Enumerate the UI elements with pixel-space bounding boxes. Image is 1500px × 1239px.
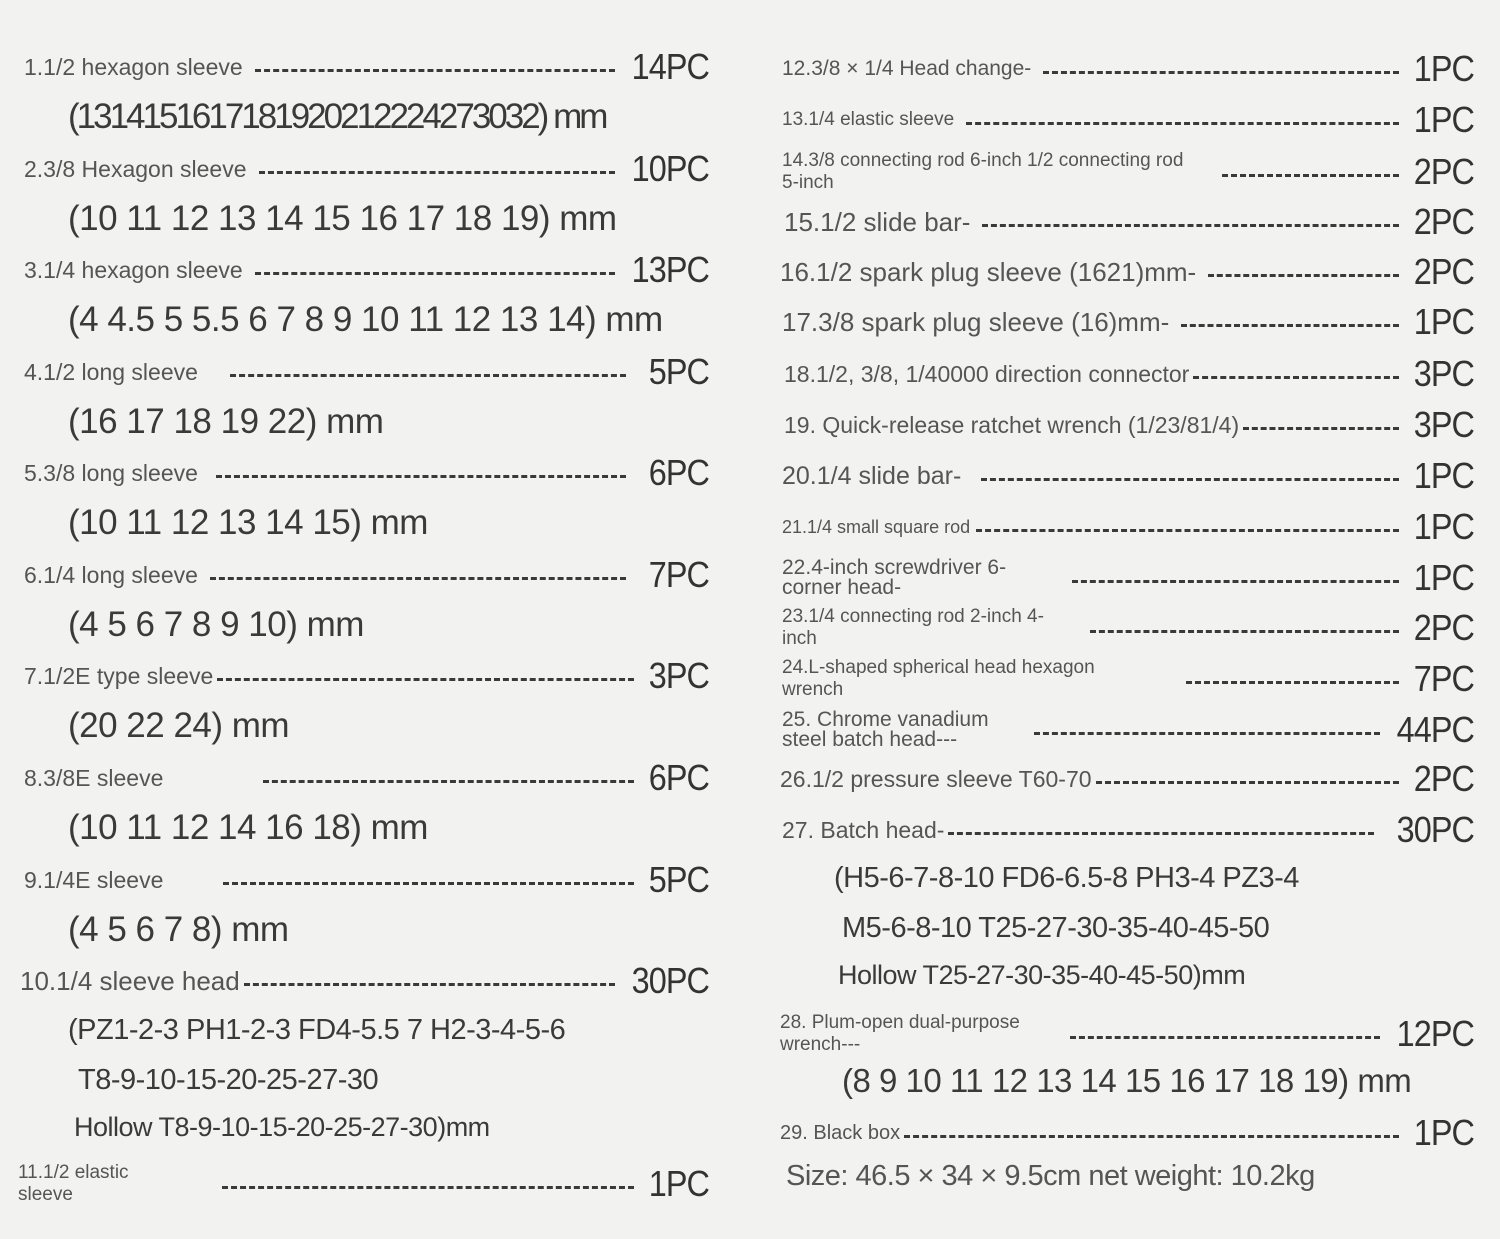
list-item	[24, 756, 709, 800]
item-quantity: 3PC	[1413, 404, 1474, 445]
leader-line	[223, 882, 634, 885]
size-list: (20 22 24) mm	[68, 706, 290, 745]
item-quantity: 7PC	[648, 554, 709, 595]
leader-line	[982, 224, 1399, 227]
list-item	[24, 451, 709, 495]
item-label: 15.1/2 slide bar-	[784, 206, 971, 237]
leader-line	[904, 1135, 1399, 1138]
item-quantity: 12PC	[1396, 1013, 1474, 1054]
list-item	[780, 1111, 1474, 1155]
item-label: 8.3/8E sleeve	[24, 764, 164, 791]
leader-line	[1222, 174, 1399, 177]
size-list: (10 11 12 13 14 15) mm	[68, 503, 428, 542]
size-list: (H5-6-7-8-10 FD6-6.5-8 PH3-4 PZ3-4	[834, 862, 1299, 894]
leader-line	[217, 678, 634, 681]
leader-line	[948, 832, 1374, 835]
list-item	[782, 604, 1474, 652]
item-label: 12.3/8 × 1/4 Head change-	[782, 57, 1032, 80]
item-label: 1.1/2 hexagon sleeve	[24, 53, 243, 80]
item-quantity: 6PC	[648, 452, 709, 493]
item-quantity: 30PC	[631, 960, 709, 1001]
size-list: (4 5 6 7 8 9 10) mm	[68, 605, 364, 644]
item-label: 28. Plum-open dual-purpose wrench---	[780, 1012, 1020, 1055]
leader-line	[976, 529, 1399, 532]
item-label: 7.1/2E type sleeve	[24, 662, 214, 689]
item-quantity: 1PC	[1413, 99, 1474, 140]
leader-line	[1096, 781, 1399, 784]
item-label: 22.4-inch screwdriver 6-corner head-	[782, 556, 1007, 599]
size-list: (4 5 6 7 8) mm	[68, 910, 289, 949]
item-label: 19. Quick-release ratchet wrench (1/23/81/4)	[784, 411, 1240, 438]
list-item	[780, 757, 1474, 801]
item-quantity: 1PC	[1413, 301, 1474, 342]
list-item	[782, 505, 1474, 549]
leader-line	[1181, 324, 1399, 327]
item-quantity: 1PC	[648, 1163, 709, 1204]
package-size-note: Size: 46.5 × 34 × 9.5cm net weight: 10.2kg	[786, 1160, 1315, 1192]
list-item	[782, 655, 1474, 703]
item-label: 24.L-shaped spherical head hexagon wrench	[782, 657, 1095, 700]
item-quantity: 30PC	[1396, 809, 1474, 850]
item-quantity: 7PC	[1413, 658, 1474, 699]
item-label: 14.3/8 connecting rod 6-inch 1/2 connecting rod 5-inch	[782, 150, 1184, 193]
item-label: 10.1/4 sleeve head	[20, 965, 240, 996]
list-item	[782, 808, 1474, 852]
list-item	[782, 454, 1474, 498]
size-list: (PZ1-2-3 PH1-2-3 FD4-5.5 7 H2-3-4-5-6	[68, 1014, 566, 1046]
item-label: 16.1/2 spark plug sleeve (1621)mm-	[780, 256, 1197, 287]
list-item	[782, 98, 1474, 142]
item-quantity: 3PC	[648, 655, 709, 696]
leader-line	[981, 478, 1399, 481]
item-label: 11.1/2 elastic sleeve	[18, 1162, 129, 1205]
item-quantity: 14PC	[631, 46, 709, 87]
list-item	[782, 554, 1474, 602]
size-list: M5-6-8-10 T25-27-30-35-40-45-50	[842, 912, 1270, 944]
list-item	[24, 858, 709, 902]
leader-line	[1193, 376, 1399, 379]
list-item	[784, 200, 1474, 244]
leader-line	[230, 374, 626, 377]
item-label: 17.3/8 spark plug sleeve (16)mm-	[782, 306, 1170, 337]
item-quantity: 3PC	[1413, 353, 1474, 394]
item-quantity: 44PC	[1396, 709, 1474, 750]
leader-line	[966, 122, 1399, 125]
size-list: (10 11 12 14 16 18) mm	[68, 808, 428, 847]
size-list: Hollow T8-9-10-15-20-25-27-30)mm	[74, 1112, 490, 1142]
size-list: (8 9 10 11 12 13 14 15 16 17 18 19) mm	[842, 1062, 1412, 1099]
list-item	[24, 248, 709, 292]
item-quantity: 2PC	[1413, 201, 1474, 242]
leader-line	[244, 983, 615, 986]
leader-line	[1034, 732, 1380, 735]
item-quantity: 2PC	[1413, 151, 1474, 192]
list-item	[20, 959, 709, 1003]
leader-line	[1072, 580, 1399, 583]
leader-line	[263, 780, 634, 783]
leader-line	[1070, 1036, 1380, 1039]
list-item	[784, 352, 1474, 396]
item-label: 2.3/8 Hexagon sleeve	[24, 155, 247, 182]
leader-line	[1090, 630, 1399, 633]
size-list: (4 4.5 5 5.5 6 7 8 9 10 11 12 13 14) mm	[68, 300, 663, 339]
list-item	[24, 147, 709, 191]
item-label: 13.1/4 elastic sleeve	[782, 109, 955, 130]
list-item	[24, 654, 709, 698]
list-item	[780, 250, 1474, 294]
item-label: 23.1/4 connecting rod 2-inch 4-inch	[782, 606, 1044, 649]
item-quantity: 13PC	[631, 249, 709, 290]
item-quantity: 1PC	[1413, 557, 1474, 598]
size-list: T8-9-10-15-20-25-27-30	[78, 1064, 379, 1096]
leader-line	[1243, 427, 1399, 430]
item-quantity: 1PC	[1413, 455, 1474, 496]
item-label: 18.1/2, 3/8, 1/40000 direction connector	[784, 360, 1190, 387]
list-item	[782, 300, 1474, 344]
list-item	[782, 706, 1474, 754]
leader-line	[255, 69, 615, 72]
list-item	[24, 553, 709, 597]
leader-line	[1208, 274, 1399, 277]
leader-line	[255, 272, 615, 275]
item-quantity: 1PC	[1413, 1112, 1474, 1153]
leader-line	[259, 171, 615, 174]
leader-line	[1043, 71, 1399, 74]
list-item	[782, 47, 1474, 91]
list-item	[780, 1010, 1474, 1058]
size-list: (10 11 12 13 14 15 16 17 18 19) mm	[68, 199, 617, 238]
size-list: Hollow T25-27-30-35-40-45-50)mm	[838, 960, 1246, 990]
item-label: 9.1/4E sleeve	[24, 866, 164, 893]
item-quantity: 1PC	[1413, 48, 1474, 89]
leader-line	[1186, 681, 1399, 684]
size-list: (16 17 18 19 22) mm	[68, 402, 384, 441]
leader-line	[210, 577, 626, 580]
list-item	[782, 148, 1474, 196]
item-label: 6.1/4 long sleeve	[24, 561, 198, 588]
item-quantity: 5PC	[648, 351, 709, 392]
size-list: (1314151617181920212224273032) mm	[68, 97, 606, 136]
item-label: 3.1/4 hexagon sleeve	[24, 256, 243, 283]
item-quantity: 2PC	[1413, 251, 1474, 292]
item-label: 25. Chrome vanadium steel batch head---	[782, 708, 989, 751]
item-label: 29. Black box	[780, 1121, 901, 1144]
item-label: 5.3/8 long sleeve	[24, 459, 198, 486]
leader-line	[222, 1186, 634, 1189]
item-quantity: 2PC	[1413, 758, 1474, 799]
item-label: 26.1/2 pressure sleeve T60-70	[780, 765, 1092, 792]
list-item	[24, 350, 709, 394]
item-label: 20.1/4 slide bar-	[782, 461, 962, 490]
item-label: 4.1/2 long sleeve	[24, 358, 198, 385]
item-label: 27. Batch head-	[782, 816, 945, 843]
list-item	[784, 403, 1474, 447]
item-quantity: 10PC	[631, 148, 709, 189]
item-quantity: 2PC	[1413, 607, 1474, 648]
item-quantity: 5PC	[648, 859, 709, 900]
item-label: 21.1/4 small square rod	[782, 516, 971, 537]
item-quantity: 6PC	[648, 757, 709, 798]
list-item	[18, 1160, 709, 1208]
list-item	[24, 45, 709, 89]
leader-line	[216, 475, 626, 478]
item-quantity: 1PC	[1413, 506, 1474, 547]
